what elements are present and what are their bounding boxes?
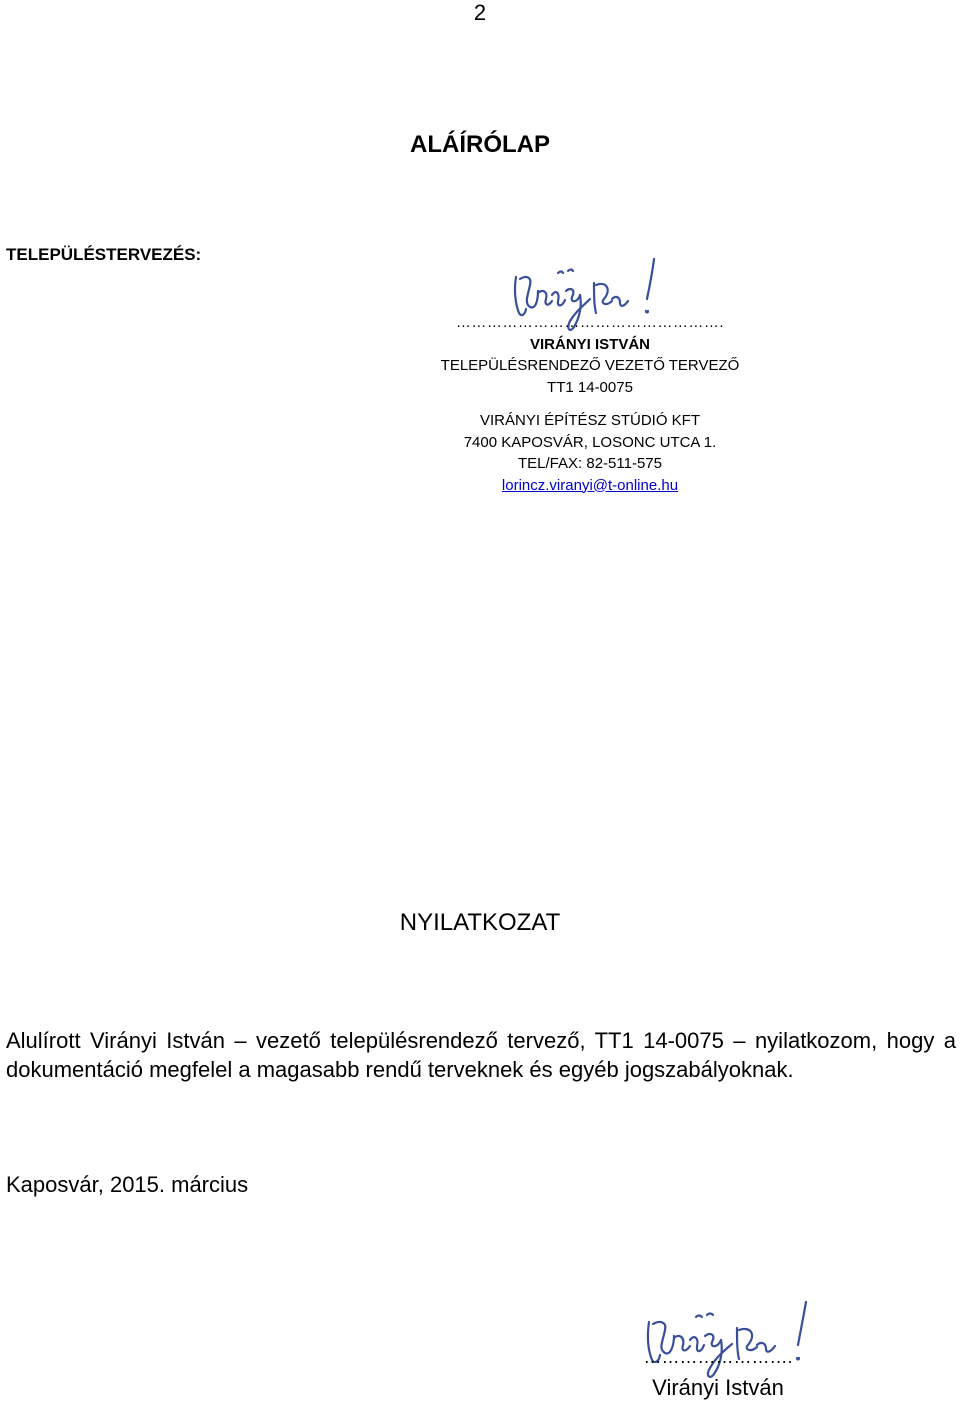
- declaration-body: Alulírott Virányi István – vezető településrendező tervező, TT1 14-0075 – nyilatkozom, hogy a dokumentáció megfelel a magasabb rendű terveknek és egyéb jogszabályoknak.: [6, 1028, 956, 1082]
- signature-dotted-line: …………………………………………….: [455, 314, 725, 331]
- declaration-title: NYILATKOZAT: [399, 909, 561, 936]
- section-label: TELEPÜLÉSTERVEZÉS:: [6, 245, 202, 264]
- signer-dotted-line: …………………….: [643, 1347, 793, 1367]
- page-number: 2: [473, 0, 487, 25]
- company-address: 7400 KAPOSVÁR, LOSONC UTCA 1.: [463, 433, 717, 451]
- designer-role: TELEPÜLÉSRENDEZŐ VEZETŐ TERVEZŐ: [440, 357, 740, 374]
- company-name: VIRÁNYI ÉPÍTÉSZ STÚDIÓ KFT: [479, 412, 701, 429]
- designer-registration: TT1 14-0075: [547, 378, 633, 396]
- place-and-date: Kaposvár, 2015. március: [6, 1172, 249, 1197]
- document-title: ALÁÍRÓLAP: [410, 131, 550, 158]
- designer-signature-block: [340, 312, 840, 496]
- designer-name: VIRÁNYI ISTVÁN: [529, 335, 650, 353]
- company-phone: TEL/FAX: 82-511-575: [518, 455, 662, 472]
- signer-name: Virányi István: [652, 1375, 784, 1400]
- email-link[interactable]: lorincz.viranyi@t-online.hu: [501, 476, 679, 494]
- handwritten-signature: [640, 1298, 820, 1382]
